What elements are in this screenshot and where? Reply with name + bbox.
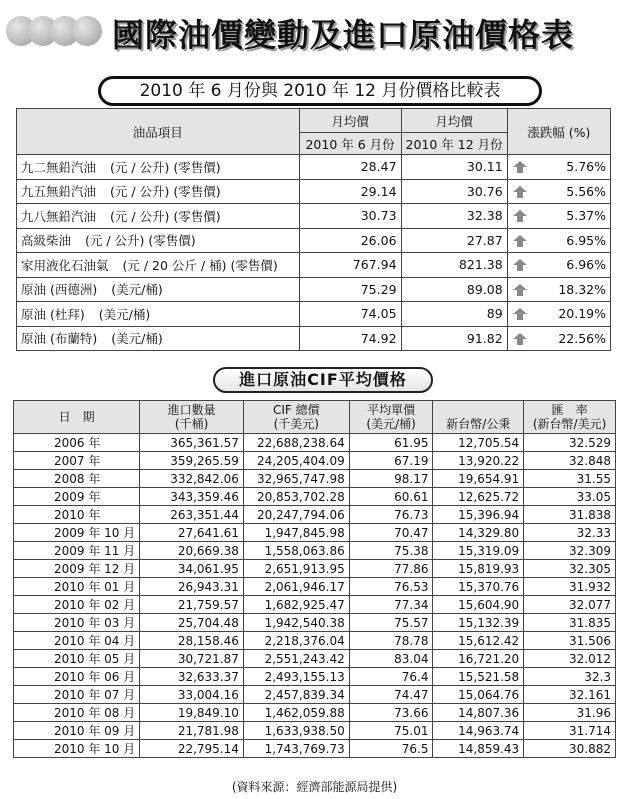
unit-price-cell: 78.78 — [349, 632, 433, 650]
source-note: (資料來源：經濟部能源局提供) — [231, 780, 398, 794]
table-row — [14, 704, 616, 722]
product-name: 原油 (布蘭特) — [21, 331, 98, 347]
rate-cell: 32.848 — [524, 452, 616, 470]
up-arrow-icon — [513, 186, 527, 198]
twd-cell: 16,721.20 — [433, 650, 524, 668]
product-name: 九二無鉛汽油 — [21, 159, 97, 175]
unit-price-cell: 77.34 — [349, 596, 433, 614]
rate-cell: 32.012 — [524, 650, 616, 668]
table-row — [17, 253, 611, 278]
change-pct: 6.96% — [566, 257, 606, 273]
table-row — [14, 614, 616, 632]
unit-price-cell: 60.61 — [349, 488, 433, 506]
jun-price: 767.94 — [299, 253, 401, 278]
unit-price-cell: 74.47 — [349, 686, 433, 704]
period-cell: 2008 年 — [14, 470, 140, 488]
cif-cell: 1,558,063.86 — [243, 542, 349, 560]
change-pct: 5.76% — [566, 159, 606, 175]
jun-price: 74.92 — [299, 326, 401, 351]
cif-cell: 1,633,938.50 — [243, 722, 349, 740]
period-cell: 2009 年 11 月 — [14, 542, 140, 560]
product-name: 原油 (杜拜) — [21, 306, 85, 322]
comparison-subtitle: 2010 年 6 月份與 2010 年 12 月份價格比較表 — [98, 76, 542, 106]
unit-price-cell: 76.5 — [349, 740, 433, 758]
qty-cell: 263,351.44 — [140, 506, 244, 524]
header-rate: 匯 率 (新台幣/美元) — [524, 401, 616, 434]
qty-cell: 28,158.46 — [140, 632, 244, 650]
cif-price-table — [13, 400, 616, 758]
period-cell: 2009 年 10 月 — [14, 524, 140, 542]
change-pct: 18.32% — [558, 281, 606, 297]
period-cell: 2010 年 — [14, 506, 140, 524]
unit-price-cell: 70.47 — [349, 524, 433, 542]
unit-price-cell: 67.19 — [349, 452, 433, 470]
twd-cell: 15,612.42 — [433, 632, 524, 650]
dec-price: 32.38 — [401, 204, 507, 229]
table-row — [14, 524, 616, 542]
up-arrow-icon — [513, 210, 527, 222]
jun-price: 74.05 — [299, 302, 401, 327]
product-unit: (美元/桶) — [111, 331, 163, 347]
cif-cell: 2,651,913.95 — [243, 560, 349, 578]
twd-cell: 14,963.74 — [433, 722, 524, 740]
cif-cell: 2,493,155.13 — [243, 668, 349, 686]
product-unit: (美元/桶) — [111, 282, 163, 298]
change-pct: 5.37% — [566, 208, 606, 224]
rate-cell: 31.506 — [524, 632, 616, 650]
twd-cell: 15,819.93 — [433, 560, 524, 578]
product-name: 家用液化石油氣 — [21, 257, 109, 273]
dec-price: 30.76 — [401, 179, 507, 204]
qty-cell: 22,795.14 — [140, 740, 244, 758]
product-name: 高級柴油 — [21, 233, 72, 249]
qty-cell: 32,633.37 — [140, 668, 244, 686]
table-row — [14, 488, 616, 506]
period-cell: 2007 年 — [14, 452, 140, 470]
rate-cell: 31.714 — [524, 722, 616, 740]
qty-cell: 34,061.95 — [140, 560, 244, 578]
dec-price: 89.08 — [401, 277, 507, 302]
qty-cell: 21,781.98 — [140, 722, 244, 740]
dec-price: 30.11 — [401, 155, 507, 180]
change-cell — [507, 179, 610, 204]
twd-cell: 15,604.90 — [433, 596, 524, 614]
twd-cell: 14,807.36 — [433, 704, 524, 722]
qty-cell: 343,359.46 — [140, 488, 244, 506]
rate-cell: 30.882 — [524, 740, 616, 758]
dec-price: 89 — [401, 302, 507, 327]
qty-cell: 365,361.57 — [140, 434, 244, 452]
cif-section-title: 進口原油CIF平均價格 — [213, 367, 433, 393]
table-row — [14, 452, 616, 470]
rate-cell: 32.309 — [524, 542, 616, 560]
unit-price-cell: 75.57 — [349, 614, 433, 632]
product-name-cell — [17, 253, 300, 278]
cif-cell: 20,853,702.28 — [243, 488, 349, 506]
jun-price: 29.14 — [299, 179, 401, 204]
table-row — [14, 578, 616, 596]
twd-cell: 15,132.39 — [433, 614, 524, 632]
up-arrow-icon — [513, 259, 527, 271]
change-pct: 20.19% — [558, 306, 606, 322]
product-name: 九五無鉛汽油 — [21, 184, 97, 200]
qty-cell: 332,842.06 — [140, 470, 244, 488]
header-cif: CIF 總價 (千美元) — [243, 401, 349, 434]
cif-cell: 2,457,839.34 — [243, 686, 349, 704]
twd-cell: 15,319.09 — [433, 542, 524, 560]
header-jun-bottom: 2010 年 6 月份 — [299, 133, 401, 155]
header-qty: 進口數量 (千桶) — [140, 401, 244, 434]
period-cell: 2010 年 02 月 — [14, 596, 140, 614]
jun-price: 28.47 — [299, 155, 401, 180]
change-pct: 5.56% — [566, 183, 606, 199]
twd-cell: 12,705.54 — [433, 434, 524, 452]
table-row — [17, 302, 611, 327]
product-name-cell — [17, 326, 300, 351]
header-jun-top: 月均價 — [299, 109, 401, 133]
table-row — [17, 277, 611, 302]
cif-cell: 1,942,540.38 — [243, 614, 349, 632]
page-title: 國際油價變動及進口原油價格表 — [112, 16, 575, 54]
price-comparison-table — [16, 108, 611, 351]
table-row — [14, 542, 616, 560]
header-dec-top: 月均價 — [401, 109, 507, 133]
dec-price: 821.38 — [401, 253, 507, 278]
period-cell: 2010 年 10 月 — [14, 740, 140, 758]
product-unit: (元 / 公升) (零售價) — [110, 159, 221, 175]
qty-cell: 20,669.38 — [140, 542, 244, 560]
qty-cell: 19,849.10 — [140, 704, 244, 722]
cif-cell: 1,682,925.47 — [243, 596, 349, 614]
product-name: 九八無鉛汽油 — [21, 208, 97, 224]
change-cell — [507, 326, 610, 351]
table-row — [17, 179, 611, 204]
unit-price-cell: 76.53 — [349, 578, 433, 596]
unit-price-cell: 61.95 — [349, 434, 433, 452]
header-change: 漲跌幅 (%) — [507, 109, 610, 155]
product-unit: (元 / 20 公斤 / 桶) (零售價) — [122, 257, 278, 273]
rate-cell: 31.835 — [524, 614, 616, 632]
change-cell — [507, 228, 610, 253]
change-cell — [507, 253, 610, 278]
table-row — [17, 204, 611, 229]
product-unit: (元 / 公升) (零售價) — [85, 233, 196, 249]
rate-cell: 32.077 — [524, 596, 616, 614]
product-unit: (美元/桶) — [98, 306, 151, 322]
unit-price-cell: 75.01 — [349, 722, 433, 740]
unit-price-cell: 75.38 — [349, 542, 433, 560]
twd-cell: 14,859.43 — [433, 740, 524, 758]
table-row — [14, 722, 616, 740]
period-cell: 2009 年 12 月 — [14, 560, 140, 578]
twd-cell: 15,064.76 — [433, 686, 524, 704]
cif-cell: 2,218,376.04 — [243, 632, 349, 650]
twd-cell: 19,654.91 — [433, 470, 524, 488]
product-name-cell — [17, 277, 300, 302]
dec-price: 91.82 — [401, 326, 507, 351]
header-period: 日 期 — [14, 401, 140, 434]
product-name: 原油 (西德洲) — [21, 282, 98, 298]
table-row — [17, 155, 611, 180]
qty-cell: 27,641.61 — [140, 524, 244, 542]
rate-cell: 31.838 — [524, 506, 616, 524]
rate-cell: 32.529 — [524, 434, 616, 452]
change-cell — [507, 277, 610, 302]
table-row — [14, 596, 616, 614]
period-cell: 2009 年 — [14, 488, 140, 506]
twd-cell: 12,625.72 — [433, 488, 524, 506]
change-cell — [507, 204, 610, 229]
up-arrow-icon — [513, 308, 527, 320]
product-name-cell — [17, 155, 300, 180]
table-row — [14, 632, 616, 650]
unit-price-cell: 98.17 — [349, 470, 433, 488]
header-dec-bottom: 2010 年 12 月份 — [401, 133, 507, 155]
table-row — [14, 434, 616, 452]
rate-cell: 32.3 — [524, 668, 616, 686]
qty-cell: 359,265.59 — [140, 452, 244, 470]
cif-cell: 22,688,238.64 — [243, 434, 349, 452]
product-unit: (元 / 公升) (零售價) — [110, 208, 221, 224]
table-row — [14, 668, 616, 686]
rate-cell: 31.55 — [524, 470, 616, 488]
rate-cell: 31.96 — [524, 704, 616, 722]
period-cell: 2010 年 09 月 — [14, 722, 140, 740]
rate-cell: 33.05 — [524, 488, 616, 506]
rate-cell: 31.932 — [524, 578, 616, 596]
dec-price: 27.87 — [401, 228, 507, 253]
table-row — [14, 650, 616, 668]
cif-cell: 2,061,946.17 — [243, 578, 349, 596]
change-pct: 6.95% — [566, 232, 606, 248]
change-pct: 22.56% — [558, 330, 606, 346]
twd-cell: 15,521.58 — [433, 668, 524, 686]
up-arrow-icon — [513, 284, 527, 296]
period-cell: 2010 年 06 月 — [14, 668, 140, 686]
unit-price-cell: 76.4 — [349, 668, 433, 686]
qty-cell: 25,704.48 — [140, 614, 244, 632]
unit-price-cell: 77.86 — [349, 560, 433, 578]
rate-cell: 32.305 — [524, 560, 616, 578]
table-row — [14, 560, 616, 578]
unit-price-cell: 73.66 — [349, 704, 433, 722]
twd-cell: 14,329.80 — [433, 524, 524, 542]
table-row — [14, 470, 616, 488]
unit-price-cell: 83.04 — [349, 650, 433, 668]
header-twd: 新台幣/公秉 — [433, 401, 524, 434]
cif-cell: 20,247,794.06 — [243, 506, 349, 524]
twd-cell: 15,396.94 — [433, 506, 524, 524]
table-row — [14, 506, 616, 524]
cif-cell: 1,462,059.88 — [243, 704, 349, 722]
cif-cell: 32,965,747.98 — [243, 470, 349, 488]
change-cell — [507, 302, 610, 327]
product-name-cell — [17, 204, 300, 229]
period-cell: 2006 年 — [14, 434, 140, 452]
product-name-cell — [17, 228, 300, 253]
qty-cell: 30,721.87 — [140, 650, 244, 668]
cif-cell: 24,205,404.09 — [243, 452, 349, 470]
jun-price: 75.29 — [299, 277, 401, 302]
up-arrow-icon — [513, 161, 527, 173]
up-arrow-icon — [513, 235, 527, 247]
up-arrow-icon — [513, 333, 527, 345]
qty-cell: 21,759.57 — [140, 596, 244, 614]
period-cell: 2010 年 07 月 — [14, 686, 140, 704]
cif-cell: 2,551,243.42 — [243, 650, 349, 668]
table-row — [14, 686, 616, 704]
cif-cell: 1,947,845.98 — [243, 524, 349, 542]
product-name-cell — [17, 179, 300, 204]
header-item: 油品項目 — [17, 109, 300, 155]
table-row — [17, 326, 611, 351]
twd-cell: 13,920.22 — [433, 452, 524, 470]
product-unit: (元 / 公升) (零售價) — [110, 184, 221, 200]
period-cell: 2010 年 08 月 — [14, 704, 140, 722]
twd-cell: 15,370.76 — [433, 578, 524, 596]
cif-cell: 1,743,769.73 — [243, 740, 349, 758]
circles-logo-icon — [6, 12, 106, 60]
qty-cell: 26,943.31 — [140, 578, 244, 596]
table-row — [14, 740, 616, 758]
header-unit-price: 平均單價 (美元/桶) — [349, 401, 433, 434]
period-cell: 2010 年 04 月 — [14, 632, 140, 650]
jun-price: 26.06 — [299, 228, 401, 253]
product-name-cell — [17, 302, 300, 327]
period-cell: 2010 年 01 月 — [14, 578, 140, 596]
jun-price: 30.73 — [299, 204, 401, 229]
rate-cell: 32.161 — [524, 686, 616, 704]
period-cell: 2010 年 03 月 — [14, 614, 140, 632]
unit-price-cell: 76.73 — [349, 506, 433, 524]
change-cell — [507, 155, 610, 180]
table-row — [17, 228, 611, 253]
period-cell: 2010 年 05 月 — [14, 650, 140, 668]
qty-cell: 33,004.16 — [140, 686, 244, 704]
rate-cell: 32.33 — [524, 524, 616, 542]
